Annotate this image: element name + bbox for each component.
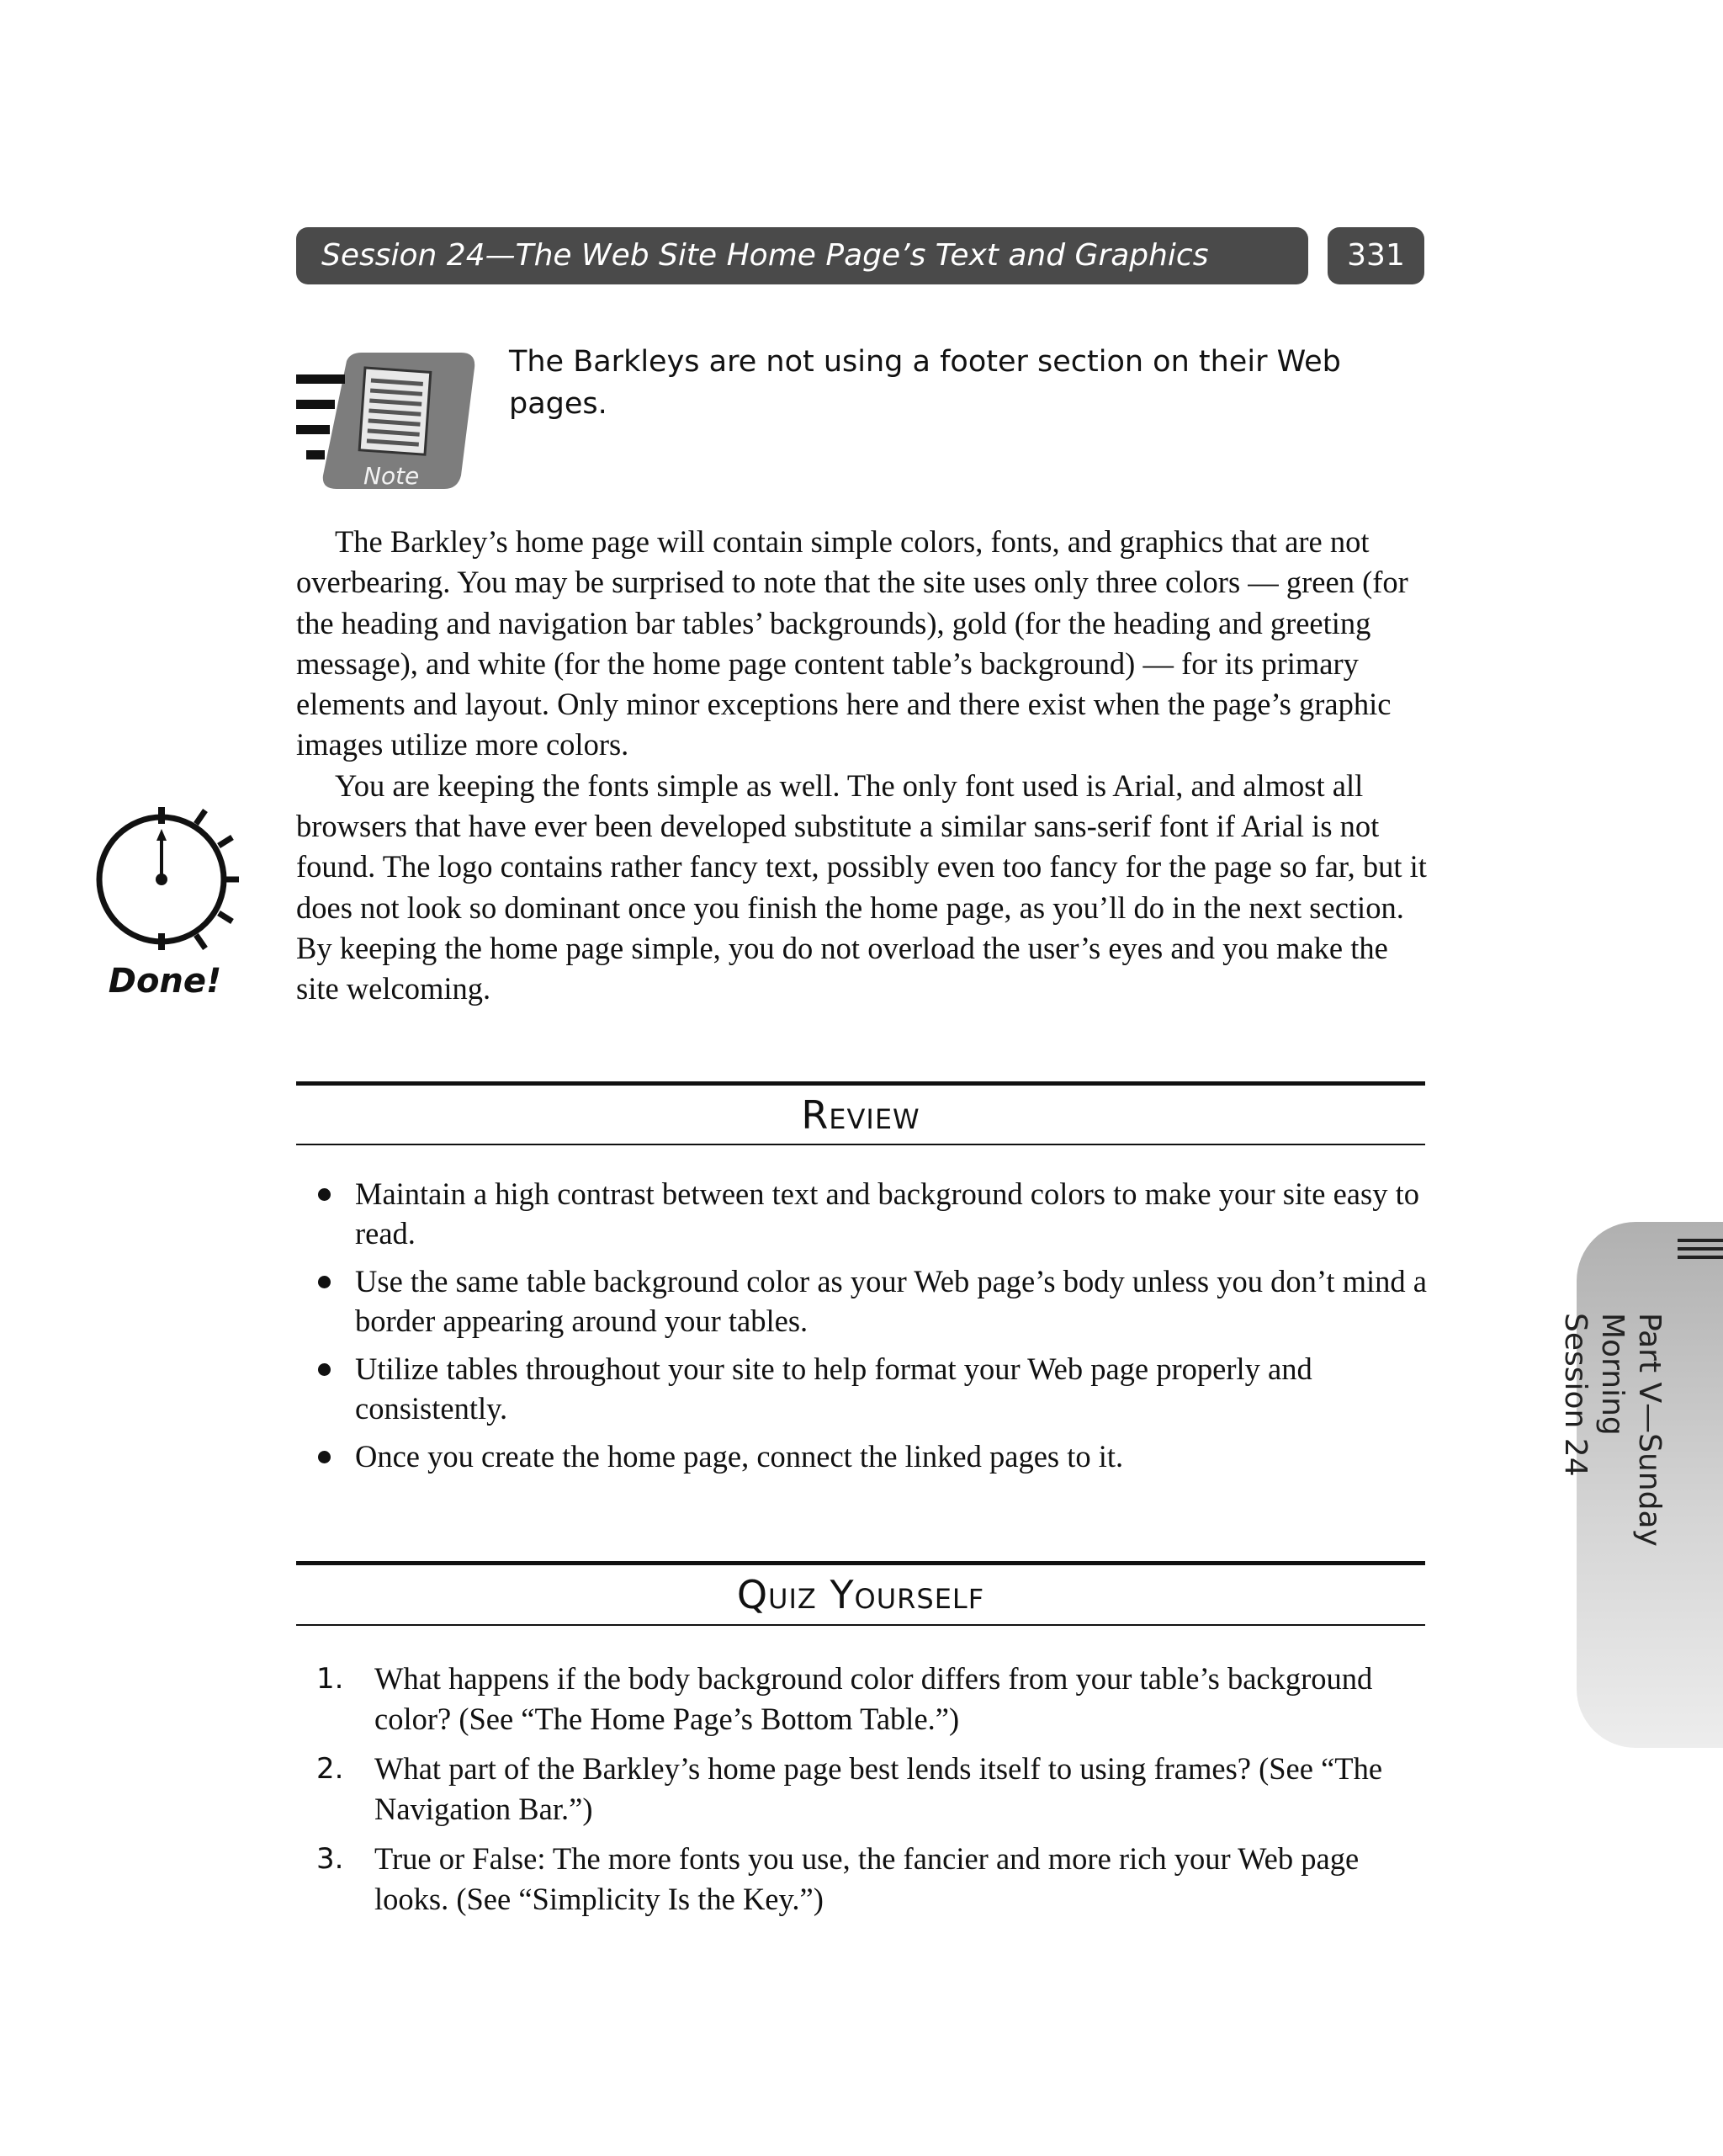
review-item [296, 1436, 1428, 1476]
quiz-bottom-rule [296, 1624, 1425, 1626]
note-icon [296, 349, 481, 492]
running-header [296, 227, 1308, 284]
review-list [296, 1174, 1428, 1484]
bullet-icon [318, 1188, 331, 1201]
review-item [296, 1261, 1428, 1341]
note-text: The Barkleys are not using a footer section on their Web pages. [509, 345, 1341, 421]
body-paragraph: You are keeping the fonts simple as well. The only font used is Arial, and almost all browsers that have ever been developed substitute a similar sans-serif font if Arial is not found. The logo contains rather fancy text, possibly even too fancy for the page so far, but it does not look so dominant once you finish the home page, as you’ll do in the next section. By keeping the home page simple, you do not overload the user’s eyes and you make the site welcoming. [296, 767, 1427, 1006]
quiz-item-number: 3. [316, 1842, 344, 1876]
body-paragraph: The Barkley’s home page will contain simple colors, fonts, and graphics that are not overbearing. You may be surprised to note that the site uses only three colors — green (for the heading and navigation bar tables’ backgrounds), gold (for the heading and greeting message), and white (for the home page content table’s background) — for its primary elements and layout. Only minor exceptions here and there exist when the page’s graphic images utilize more colors. [296, 524, 1408, 762]
review-item-text: Once you create the home page, connect the linked pages to it. [355, 1439, 1124, 1474]
bullet-icon [318, 1451, 331, 1463]
quiz-item-text: What happens if the body background color differs from your table’s background color? (See “The Home Page’s Bottom Table.”) [374, 1661, 1373, 1736]
bullet-icon [318, 1363, 331, 1376]
review-heading: Review [801, 1092, 920, 1138]
quiz-item [296, 1659, 1428, 1739]
review-bottom-rule [296, 1144, 1425, 1145]
review-item-text: Maintain a high contrast between text and background colors to make your site easy to read. [355, 1176, 1419, 1251]
review-item [296, 1349, 1428, 1428]
quiz-item [296, 1839, 1428, 1920]
review-item-text: Use the same table background color as your Web page’s body unless you don’t mind a border appearing around your tables. [355, 1264, 1427, 1338]
page-number: 331 [1328, 227, 1424, 284]
quiz-top-rule [296, 1561, 1425, 1565]
quiz-list [296, 1659, 1428, 1929]
quiz-item [296, 1749, 1428, 1829]
side-tab-label [1558, 1313, 1667, 1649]
body-text [296, 522, 1428, 1010]
quiz-item-text: True or False: The more fonts you use, the fancier and more rich your Web page looks. (See “Simplicity Is the Key.”) [374, 1841, 1360, 1916]
review-item [296, 1174, 1428, 1253]
note-icon-label: Note [363, 462, 420, 490]
quiz-item-number: 2. [316, 1752, 344, 1786]
review-top-rule [296, 1081, 1425, 1086]
side-tab-session: Session 24 [1558, 1313, 1593, 1477]
bullet-icon [318, 1276, 331, 1288]
review-item-text: Utilize tables throughout your site to help format your Web page properly and consistently. [355, 1351, 1312, 1426]
tab-lines-icon [1678, 1239, 1723, 1264]
quiz-item-number: 1. [316, 1662, 344, 1696]
clock-icon [91, 804, 239, 952]
quiz-heading: Quiz Yourself [736, 1572, 985, 1617]
running-header-title: Session 24—The Web Site Home Page’s Text and Graphics [321, 238, 1209, 273]
done-label: Done! [108, 962, 222, 1001]
quiz-item-text: What part of the Barkley’s home page best lends itself to using frames? (See “The Navigation Bar.”) [374, 1751, 1383, 1826]
side-tab-part: Part V—Sunday Morning [1595, 1313, 1667, 1547]
